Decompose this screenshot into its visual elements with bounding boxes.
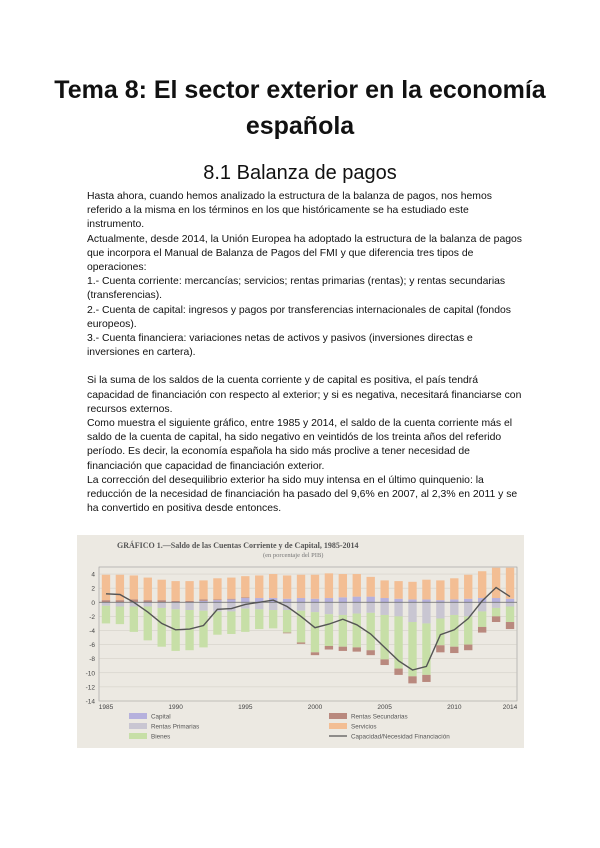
bar-rentas_primarias [199,602,207,610]
bar-rentas_secundarias [450,647,458,653]
legend-label: Rentas Primarias [151,723,200,731]
bar-servicios [130,575,138,599]
bar-rentas_primarias [144,602,152,606]
bar-rentas_secundarias [199,599,207,600]
bar-servicios [255,575,263,598]
bar-capital [367,597,375,603]
bar-bienes [130,606,138,631]
bar-rentas_primarias [339,602,347,615]
paragraph: La corrección del desequilibrio exterior ha sido muy intensa en el último quinquenio: la reducción de la necesidad de financiación ha pasado del 9,6% en 2007, al 2,3% en 2011 y se ha convertido en positiva desde entonces. [87,474,518,515]
bar-rentas_primarias [422,602,430,623]
bar-rentas_secundarias [325,646,333,650]
chart-subtitle: (en porcentaje del PIB) [263,552,324,559]
bar-servicios [171,581,179,601]
bar-bienes [241,609,249,632]
bar-servicios [325,573,333,598]
line-financing [106,588,510,671]
bar-bienes [478,611,486,627]
bar-rentas_primarias [506,602,514,606]
paragraph: 2.- Cuenta de capital: ingresos y pagos por transferencias internacionales de capital (fondos europeos). [87,304,511,330]
bar-bienes [353,614,361,648]
bar-servicios [478,571,486,598]
bar-capital [311,599,319,603]
bar-rentas_primarias [158,602,166,608]
bar-capital [408,599,416,602]
bar-rentas_primarias [450,602,458,615]
bar-rentas_primarias [325,602,333,614]
bar-servicios [241,576,249,597]
bar-rentas_primarias [492,602,500,608]
y-tick-label: -8 [89,656,95,664]
legend-label: Rentas Secundarias [351,713,408,721]
bar-capital [464,599,472,603]
bar-bienes [297,611,305,643]
bar-capital [241,598,249,602]
bar-servicios [185,581,193,601]
y-tick-label: -10 [85,670,95,678]
paragraph: Hasta ahora, cuando hemos analizado la estructura de la balanza de pagos, nos hemos referido a la misma en los términos en los que históricamente se ha estudiado este instrumento. [87,191,492,231]
bar-capital [325,598,333,602]
bar-bienes [185,610,193,650]
section-heading: 8.1 Balanza de pagos [203,162,397,184]
bar-rentas_primarias [227,602,235,611]
bar-servicios [464,575,472,599]
bar-rentas_secundarias [422,675,430,682]
bar-rentas_primarias [353,602,361,613]
chart-svg [77,535,524,748]
bar-rentas_primarias [367,602,375,613]
bar-servicios [422,580,430,600]
x-tick-label: 2005 [377,704,392,711]
bar-capital [394,599,402,603]
bar-rentas_secundarias [297,642,305,643]
legend-label: Servicios [351,723,377,731]
bar-bienes [227,611,235,634]
bar-servicios [227,578,235,599]
bar-rentas_primarias [394,602,402,616]
bar-servicios [436,580,444,600]
bar-bienes [325,614,333,646]
bar-rentas_secundarias [492,616,500,622]
bar-capital [283,599,291,603]
legend-label: Capacidad/Necesidad Financiación [351,733,450,741]
bar-rentas_primarias [171,602,179,609]
bar-rentas_secundarias [227,599,235,600]
bar-capital [227,599,235,602]
bar-bienes [492,608,500,616]
bar-capital [353,597,361,603]
y-tick-label: -12 [85,684,95,692]
y-tick-label: 2 [91,585,95,593]
bar-rentas_primarias [297,602,305,610]
bar-servicios [102,575,110,600]
legend-swatch-bienes [129,733,147,739]
bar-capital [297,598,305,602]
bar-rentas_primarias [102,602,110,606]
bar-rentas_secundarias [436,645,444,652]
x-tick-label: 1990 [168,704,183,711]
page-title: Tema 8: El sector exterior en la economía española [54,76,546,140]
y-tick-label: -6 [89,642,95,650]
bar-rentas_primarias [380,602,388,615]
bar-rentas_primarias [436,602,444,618]
bar-capital [422,599,430,602]
bar-rentas_secundarias [367,650,375,655]
bar-capital [339,597,347,602]
legend-label: Bienes [151,733,171,741]
bar-bienes [116,606,124,624]
x-tick-label: 2014 [502,704,518,711]
bar-rentas_secundarias [408,676,416,683]
paragraph: Actualmente, desde 2014, la Unión Europea ha adoptado la estructura de la balanza de pagos que incorpora el Manual de Balanza de Pagos del FMI y que diferencia tres tipos de operaciones: [87,233,522,274]
bar-rentas_secundarias [380,659,388,665]
bar-servicios [144,578,152,601]
legend-swatch-servicios [329,723,347,729]
bar-rentas_secundarias [241,597,249,598]
bar-bienes [311,612,319,652]
bar-bienes [269,610,277,628]
bar-bienes [102,606,110,624]
bar-servicios [297,575,305,598]
y-tick-label: 4 [91,571,95,579]
paragraph: 3.- Cuenta financiera: variaciones netas de activos y pasivos (inversiones directas e inversiones en cartera). [87,333,473,359]
bar-bienes [213,611,221,634]
bar-bienes [506,606,514,622]
bar-bienes [158,608,166,647]
bar-servicios [367,577,375,597]
legend-swatch-rentas_primarias [129,723,147,729]
balance-chart [77,535,524,748]
bar-servicios [408,582,416,600]
y-tick-label: -4 [89,627,95,635]
bar-capital [450,599,458,602]
x-tick-label: 2010 [447,704,462,711]
bar-capital [506,599,514,603]
bar-servicios [353,574,361,597]
bar-bienes [199,611,207,648]
bar-capital [380,598,388,602]
bar-servicios [394,581,402,599]
bar-servicios [450,578,458,599]
bar-rentas_secundarias [339,647,347,651]
paragraph: Como muestra el siguiente gráfico, entre 1985 y 2014, el saldo de la cuenta corriente más el saldo de la cuenta de capital, ha sido negativo en veintidós de los treinta años del referido período. Es decir, la economía española ha sido más proclive a tener necesidad de financiación que capacidad de financiación exterior. [87,418,513,472]
bar-rentas_secundarias [311,652,319,655]
bar-rentas_secundarias [464,645,472,651]
bar-rentas_primarias [116,602,124,606]
bar-servicios [213,578,221,599]
y-tick-label: -14 [85,698,95,706]
bar-rentas_secundarias [478,627,486,633]
x-tick-label: 1995 [238,704,253,711]
bar-capital [492,598,500,602]
bar-rentas_primarias [408,602,416,622]
legend-swatch-rentas_secundarias [329,713,347,719]
paragraph: 1.- Cuenta corriente: mercancías; servicios; rentas primarias (rentas); y rentas secundarias (transferencias). [87,276,506,302]
bar-rentas_secundarias [506,622,514,629]
bar-bienes [380,615,388,659]
y-tick-label: 0 [91,599,95,607]
bar-rentas_secundarias [283,633,291,634]
bar-servicios [311,575,319,599]
bar-rentas_primarias [185,602,193,610]
x-tick-label: 1985 [98,704,114,711]
bar-servicios [380,580,388,598]
paragraph-gap [87,360,523,374]
paragraph: Si la suma de los saldos de la cuenta corriente y de capital es positiva, el país tendrá capacidad de financiación con respecto al exterior; y si es negativa, necesitará financiarse con recursos externos. [87,375,522,415]
bar-rentas_secundarias [394,669,402,675]
legend-label: Capital [151,713,171,721]
bar-servicios [269,574,277,598]
body-text [87,190,523,516]
bar-bienes [283,610,291,633]
x-tick-label: 2000 [307,704,323,711]
chart-title: GRÁFICO 1.—Saldo de las Cuentas Corriente y de Capital, 1985-2014 [117,541,359,550]
bar-rentas_secundarias [213,599,221,600]
bar-rentas_secundarias [353,647,361,651]
bar-servicios [283,575,291,598]
bar-servicios [492,568,500,598]
bar-bienes [255,609,263,629]
bar-rentas_primarias [269,602,277,610]
bar-servicios [158,580,166,600]
bar-servicios [339,574,347,597]
y-tick-label: -2 [89,613,95,621]
bar-rentas_primarias [311,602,319,612]
legend-swatch-capital [129,713,147,719]
bar-servicios [199,580,207,599]
